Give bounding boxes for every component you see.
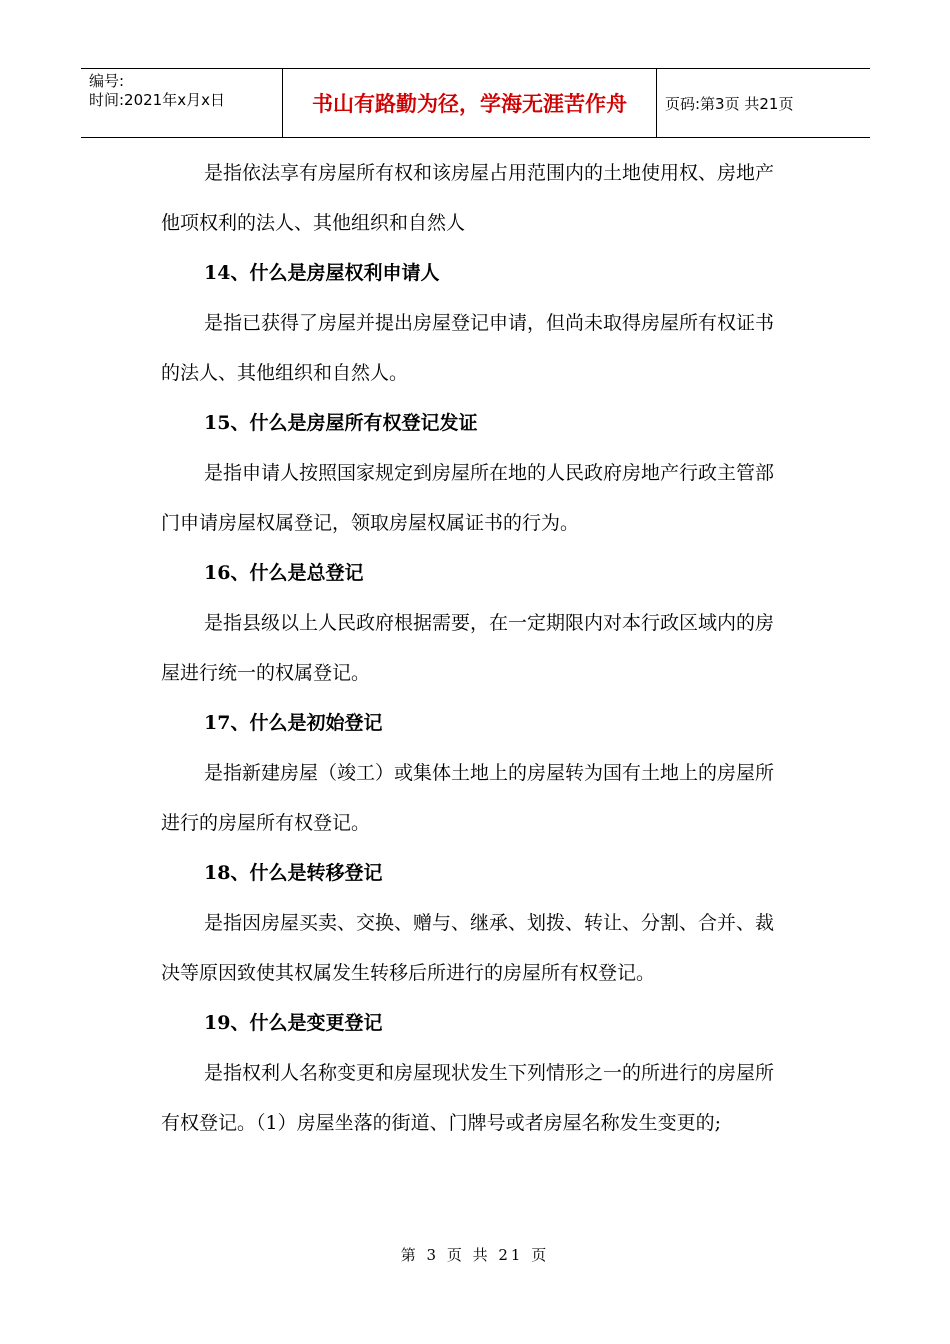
number-label: 编号:: [89, 72, 125, 90]
section-heading: 14、什么是房屋权利申请人: [204, 262, 440, 284]
paragraph-line: 是指新建房屋（竣工）或集体土地上的房屋转为国有土地上的房屋所: [204, 762, 775, 784]
paragraph-line: 是指因房屋买卖、交换、赠与、继承、划拨、转让、分割、合并、裁: [204, 912, 775, 934]
time-label: 时间:2021年x月x日: [89, 91, 225, 109]
section-heading: 17、什么是初始登记: [204, 712, 383, 734]
section-heading: 15、什么是房屋所有权登记发证: [204, 412, 478, 434]
section-heading: 19、什么是变更登记: [204, 1012, 383, 1034]
header-motto: 书山有路勤为径，学海无涯苦作舟: [283, 69, 657, 137]
paragraph-line: 决等原因致使其权属发生转移后所进行的房屋所有权登记。: [161, 962, 656, 984]
paragraph-line: 有权登记。（1）房屋坐落的街道、门牌号或者房屋名称发生变更的;: [161, 1112, 721, 1134]
paragraph-line: 门申请房屋权属登记，领取房屋权属证书的行为。: [161, 512, 580, 534]
paragraph-line: 屋进行统一的权属登记。: [161, 662, 371, 684]
paragraph-line: 的法人、其他组织和自然人。: [161, 362, 409, 384]
header-meta: [81, 69, 283, 137]
paragraph-line: 他项权利的法人、其他组织和自然人: [161, 212, 466, 234]
page-header: [81, 68, 870, 138]
section-heading: 16、什么是总登记: [204, 562, 364, 584]
paragraph-line: 是指已获得了房屋并提出房屋登记申请，但尚未取得房屋所有权证书: [204, 312, 775, 334]
paragraph-line: 是指县级以上人民政府根据需要，在一定期限内对本行政区域内的房: [204, 612, 775, 634]
header-page-info: 页码:第3页 共21页: [665, 94, 794, 113]
page-footer: 第 3 页 共 21 页: [400, 1246, 550, 1264]
paragraph-line: 是指依法享有房屋所有权和该房屋占用范围内的土地使用权、房地产: [204, 162, 775, 184]
section-heading: 18、什么是转移登记: [204, 862, 383, 884]
paragraph-line: 是指权利人名称变更和房屋现状发生下列情形之一的所进行的房屋所: [204, 1062, 775, 1084]
paragraph-line: 是指申请人按照国家规定到房屋所在地的人民政府房地产行政主管部: [204, 462, 775, 484]
document-body: [161, 148, 811, 1148]
paragraph-line: 进行的房屋所有权登记。: [161, 812, 371, 834]
